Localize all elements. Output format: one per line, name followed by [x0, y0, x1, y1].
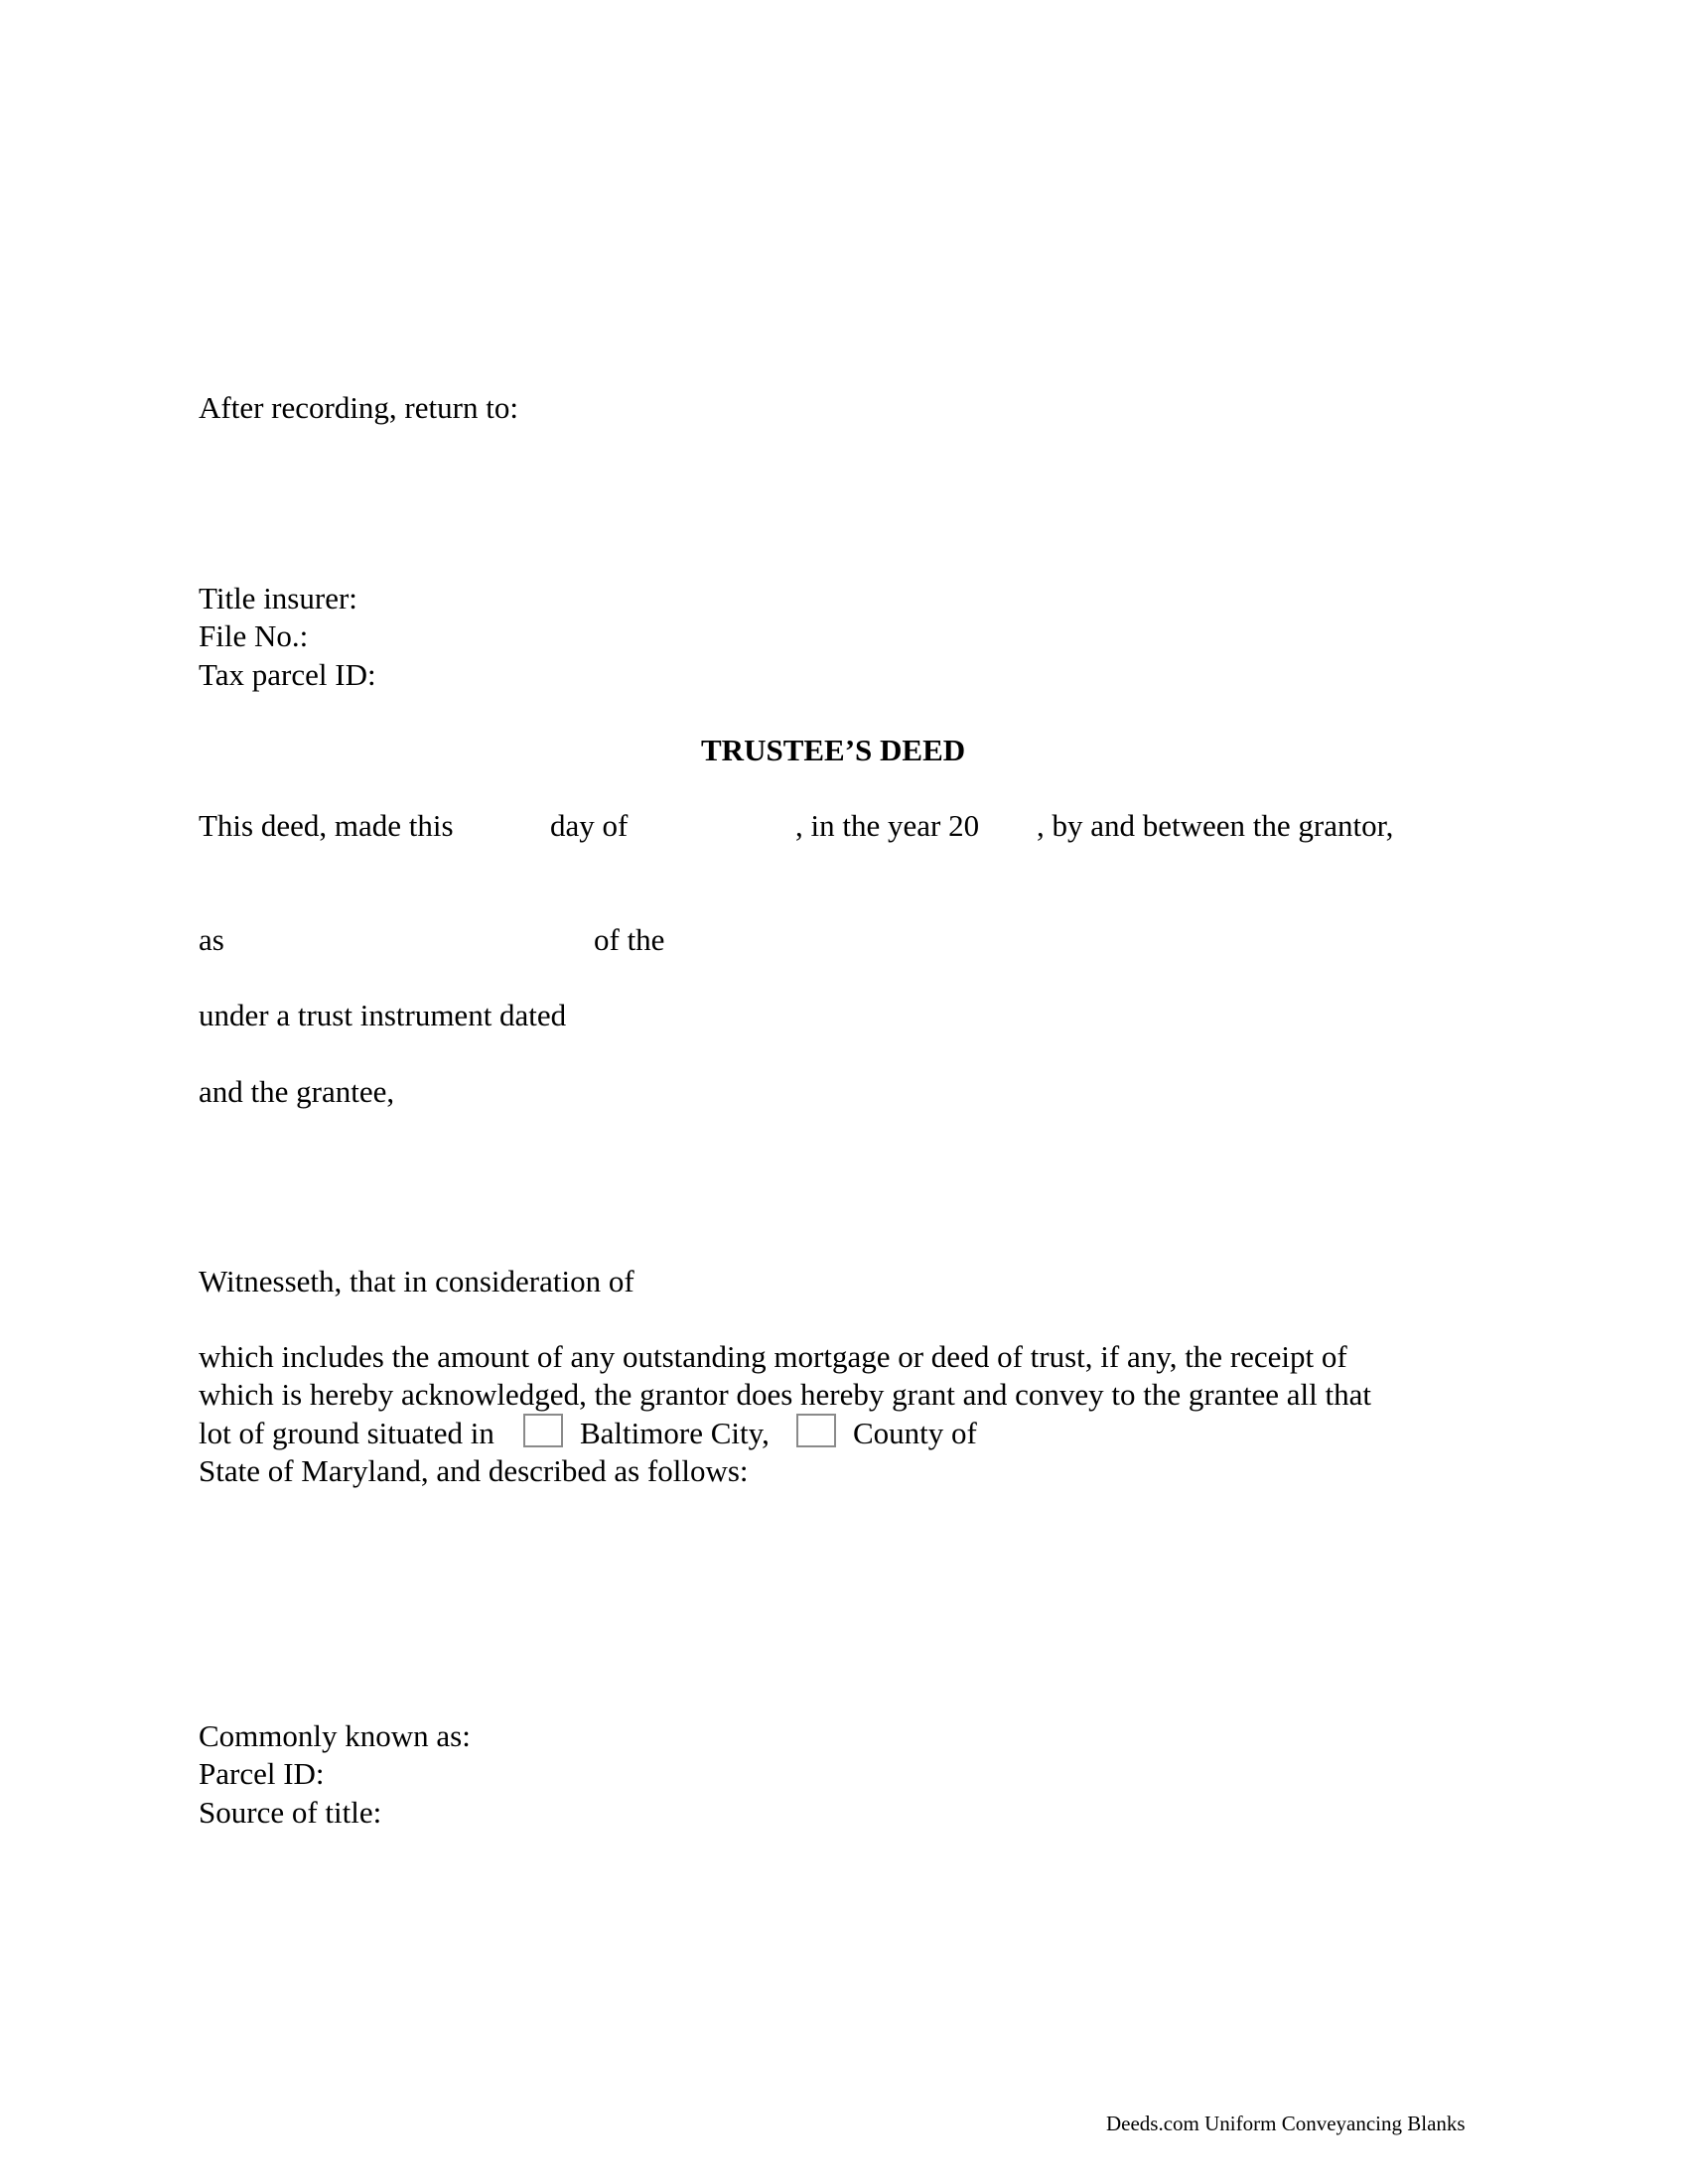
intro-text-3: , in the year 20	[795, 808, 980, 843]
conveyance-text-line-1: which includes the amount of any outstanding mortgage or deed of trust, if any, the receipt of	[199, 1339, 1347, 1374]
document-title: TRUSTEE’S DEED	[701, 733, 966, 767]
source-of-title-label: Source of title:	[199, 1795, 382, 1830]
commonly-known-as-label: Commonly known as:	[199, 1718, 471, 1753]
as-label: as	[199, 922, 224, 957]
conveyance-text-line-2: which is hereby acknowledged, the grantor does hereby grant and convey to the grantee all that	[199, 1377, 1372, 1412]
of-the-label: of the	[594, 922, 665, 957]
trust-instrument-label: under a trust instrument dated	[199, 998, 567, 1032]
baltimore-city-label: Baltimore City,	[580, 1416, 770, 1450]
intro-text-4: , by and between the grantor,	[1037, 808, 1394, 843]
witnesseth-label: Witnesseth, that in consideration of	[199, 1264, 634, 1298]
county-checkbox[interactable]	[796, 1414, 836, 1447]
return-to-label: After recording, return to:	[199, 390, 518, 425]
conveyance-text-line-4: State of Maryland, and described as follows:	[199, 1453, 749, 1488]
intro-text-2: day of	[550, 808, 629, 843]
conveyance-text-line-3a: lot of ground situated in	[199, 1416, 494, 1450]
file-no-label: File No.:	[199, 618, 309, 653]
tax-parcel-id-label: Tax parcel ID:	[199, 657, 376, 692]
grantee-label: and the grantee,	[199, 1074, 395, 1109]
county-of-label: County of	[853, 1416, 977, 1450]
parcel-id-label: Parcel ID:	[199, 1756, 325, 1791]
baltimore-city-checkbox[interactable]	[523, 1414, 563, 1447]
title-insurer-label: Title insurer:	[199, 581, 357, 615]
intro-text-1: This deed, made this	[199, 808, 454, 843]
footer-text: Deeds.com Uniform Conveyancing Blanks	[1106, 2112, 1466, 2135]
